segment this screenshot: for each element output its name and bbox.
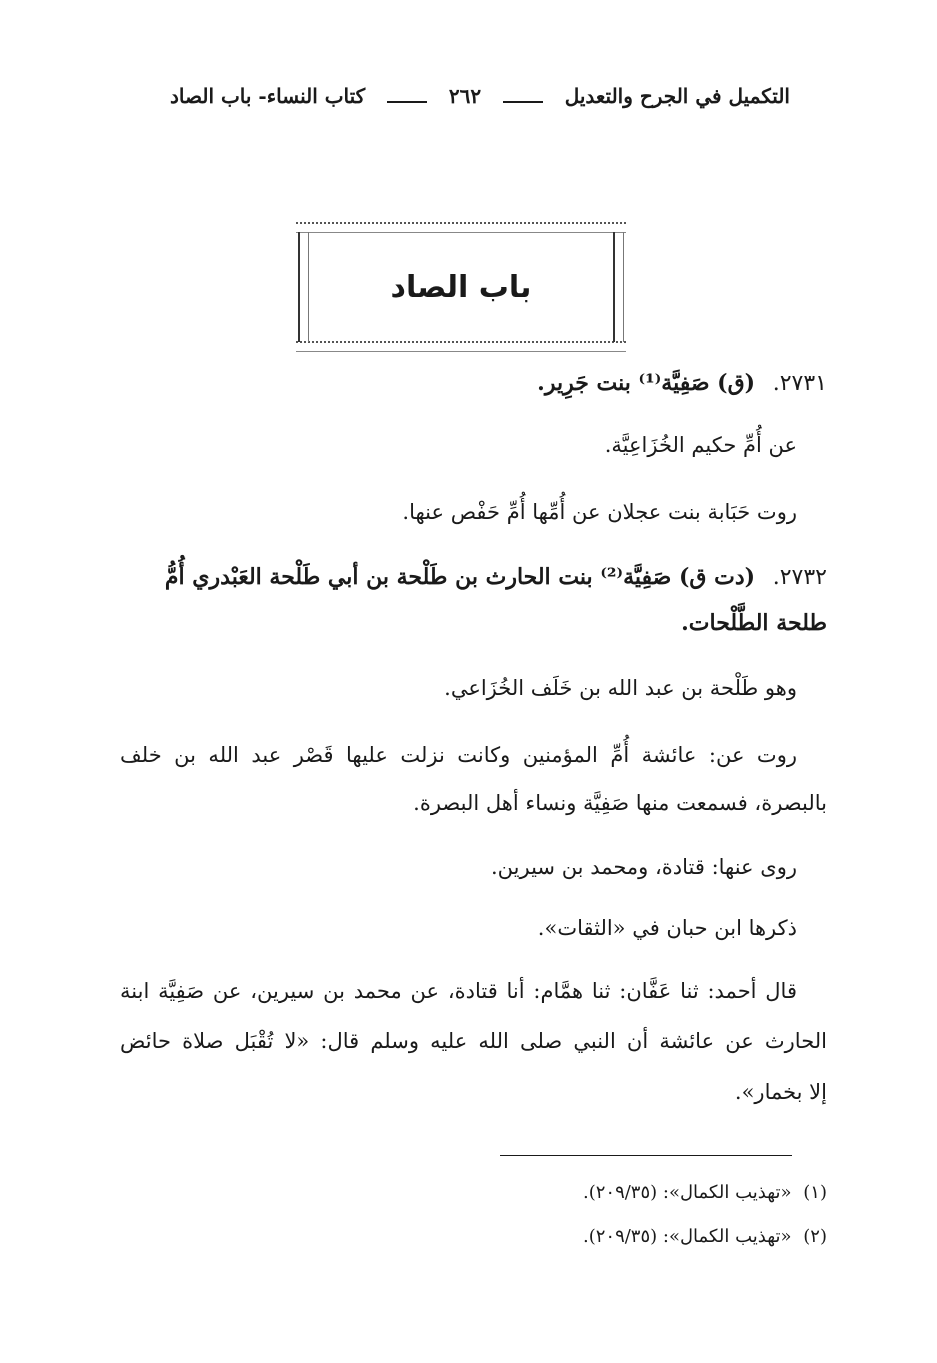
entry-number: ٢٧٣١.	[772, 371, 827, 396]
header-dash	[387, 101, 427, 103]
entry-line: إلا بخمار».	[734, 1080, 827, 1104]
ornament-border-bottom	[296, 341, 626, 352]
footnote-text: «تهذيب الكمال»: (٢٠٩/٣٥).	[582, 1226, 792, 1247]
section-title: كتاب النساء- باب الصاد	[170, 84, 366, 108]
chapter-title: باب الصاد	[390, 270, 532, 305]
footnote-text: «تهذيب الكمال»: (٢٠٩/٣٥).	[582, 1182, 792, 1203]
running-header	[170, 84, 790, 108]
entry-line: روت عن: عائشة أُمِّ المؤمنين وكانت نزلت عليها قَصْر عبد الله بن خلف	[120, 743, 797, 767]
footnote	[583, 1224, 827, 1250]
header-dash	[503, 101, 543, 103]
entry-heading	[120, 562, 827, 593]
page-number: ٢٦٢	[448, 84, 482, 108]
footnote-number: (١)	[803, 1182, 827, 1203]
entry-title: (دت ق) صَفِيَّة⁽²⁾ بنت الحارث بن طَلْحة بن أبي طَلْحة العَبْدري أُمُّ	[164, 564, 756, 590]
entry-title: (ق) صَفِيَّة⁽¹⁾ بنت جَرِير.	[537, 370, 756, 396]
entry-line: قال أحمد: ثنا عَفَّان: ثنا همَّام: أنا قتادة، عن محمد بن سيرين، عن صَفِيَّة ابنة	[120, 979, 797, 1003]
footnote-rule	[500, 1155, 792, 1156]
entry-number: ٢٧٣٢.	[772, 565, 827, 590]
entry-line: روى عنها: قتادة، ومحمد بن سيرين.	[491, 855, 797, 879]
footnote	[583, 1180, 827, 1206]
entry-line: عن أُمِّ حكيم الخُزَاعِيَّة.	[604, 433, 797, 457]
entry-heading-continuation: طلحة الطَّلْحات.	[681, 610, 827, 636]
footnote-number: (٢)	[803, 1226, 827, 1247]
entry-line: ذكرها ابن حبان في «الثقات».	[537, 916, 797, 940]
entry-line: بالبصرة، فسمعت منها صَفِيَّة ونساء أهل البصرة.	[413, 791, 827, 815]
entry-line: الحارث عن عائشة أن النبي صلى الله عليه وسلم قال: «لا تُقْبَل صلاة حائض	[120, 1029, 827, 1053]
chapter-ornament-frame	[296, 222, 626, 352]
entry-line: وهو طَلْحة بن عبد الله بن خَلَف الخُزَاعي.	[444, 676, 797, 700]
ornament-border-top	[296, 222, 626, 233]
entry-line: روت حَبَابة بنت عجلان عن أُمِّها أُمِّ حَفْص عنها.	[402, 500, 797, 524]
entry-heading	[120, 368, 827, 399]
book-title: التكميل في الجرح والتعديل	[564, 84, 790, 108]
